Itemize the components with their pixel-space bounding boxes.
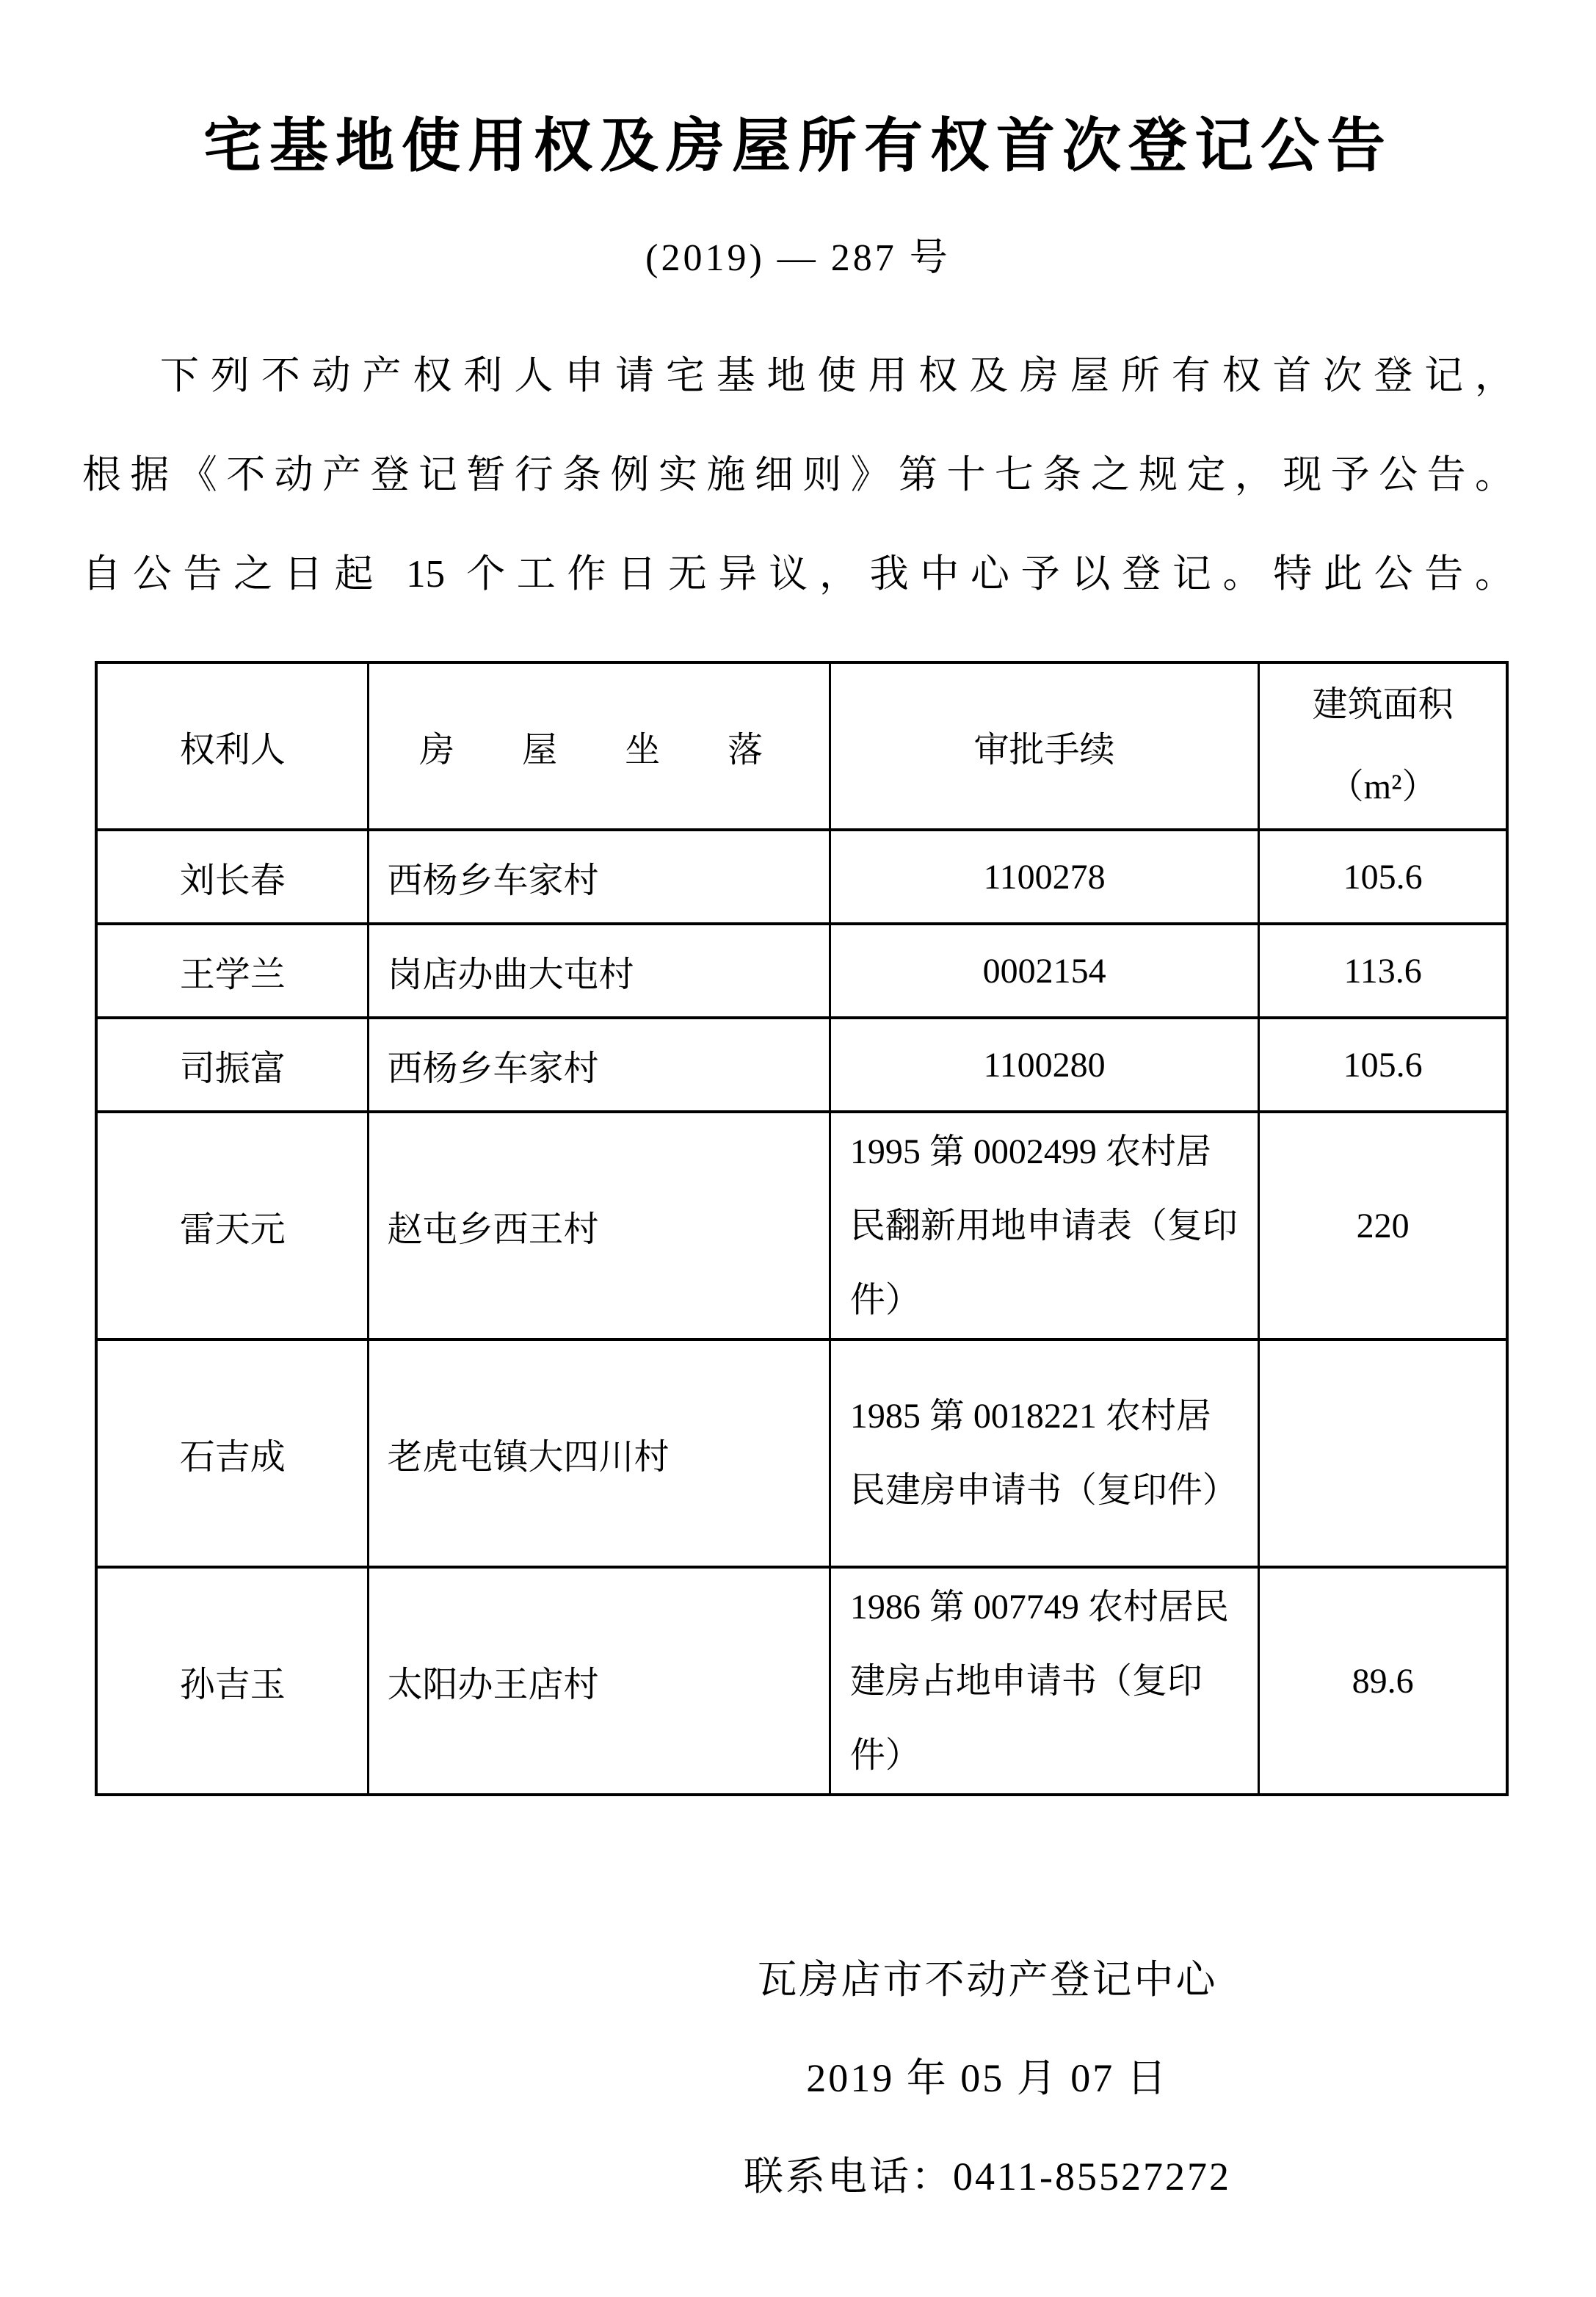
cell-area: 113.6 bbox=[1259, 924, 1507, 1018]
header-area-line2: （m²） bbox=[1328, 767, 1437, 806]
header-location: 房 屋 坐 落 bbox=[369, 662, 830, 830]
cell-location: 老虎屯镇大四川村 bbox=[369, 1339, 830, 1567]
header-area-line1: 建筑面积 bbox=[1312, 685, 1454, 724]
cell-approval: 1100278 bbox=[830, 830, 1258, 924]
cell-location: 太阳办王店村 bbox=[369, 1567, 830, 1795]
contact-phone: 联系电话：0411-85527272 bbox=[744, 2155, 1231, 2199]
cell-owner: 司振富 bbox=[96, 1018, 369, 1112]
cell-area: 105.6 bbox=[1259, 1018, 1507, 1112]
header-owner: 权利人 bbox=[96, 662, 369, 830]
table-row bbox=[96, 1018, 1507, 1112]
table-row bbox=[96, 924, 1507, 1018]
cell-approval: 0002154 bbox=[830, 924, 1258, 1018]
signature-block bbox=[379, 1931, 1596, 2226]
cell-owner: 孙吉玉 bbox=[96, 1567, 369, 1795]
cell-approval: 1100280 bbox=[830, 1018, 1258, 1112]
registration-table bbox=[95, 661, 1509, 1796]
paragraph-line-2: 根据《不动产登记暂行条例实施细则》第十七条之规定，现予公告。 bbox=[82, 454, 1514, 496]
announcement-paragraph bbox=[82, 327, 1514, 624]
cell-area bbox=[1259, 1339, 1507, 1567]
cell-location: 西杨乡车家村 bbox=[369, 1018, 830, 1112]
document-number: (2019) — 287 号 bbox=[645, 237, 951, 279]
cell-location: 西杨乡车家村 bbox=[369, 830, 830, 924]
cell-owner: 石吉成 bbox=[96, 1339, 369, 1567]
paragraph-line-1: 下列不动产权利人申请宅基地使用权及房屋所有权首次登记， bbox=[160, 355, 1514, 397]
cell-owner: 雷天元 bbox=[96, 1112, 369, 1339]
cell-location: 岗店办曲大屯村 bbox=[369, 924, 830, 1018]
cell-area: 105.6 bbox=[1259, 830, 1507, 924]
table-row bbox=[96, 830, 1507, 924]
page-title: 宅基地使用权及房屋所有权首次登记公告 bbox=[203, 115, 1393, 179]
table-row bbox=[96, 1567, 1507, 1795]
header-area bbox=[1259, 662, 1507, 830]
table-row bbox=[96, 1112, 1507, 1339]
cell-owner: 王学兰 bbox=[96, 924, 369, 1018]
cell-approval: 1985 第 0018221 农村居民建房申请书（复印件） bbox=[830, 1339, 1258, 1567]
cell-approval: 1995 第 0002499 农村居民翻新用地申请表（复印件） bbox=[830, 1112, 1258, 1339]
cell-area: 89.6 bbox=[1259, 1567, 1507, 1795]
cell-location: 赵屯乡西王村 bbox=[369, 1112, 830, 1339]
cell-approval: 1986 第 007749 农村居民建房占地申请书（复印件） bbox=[830, 1567, 1258, 1795]
table-row bbox=[96, 1339, 1507, 1567]
header-approval: 审批手续 bbox=[830, 662, 1258, 830]
cell-area: 220 bbox=[1259, 1112, 1507, 1339]
cell-owner: 刘长春 bbox=[96, 830, 369, 924]
table-header-row bbox=[96, 662, 1507, 830]
issue-date: 2019 年 05 月 07 日 bbox=[806, 2056, 1169, 2100]
issuing-organization: 瓦房店市不动产登记中心 bbox=[757, 1958, 1218, 2002]
paragraph-line-3: 自公告之日起 15 个工作日无异议，我中心予以登记。特此公告。 bbox=[82, 553, 1514, 596]
